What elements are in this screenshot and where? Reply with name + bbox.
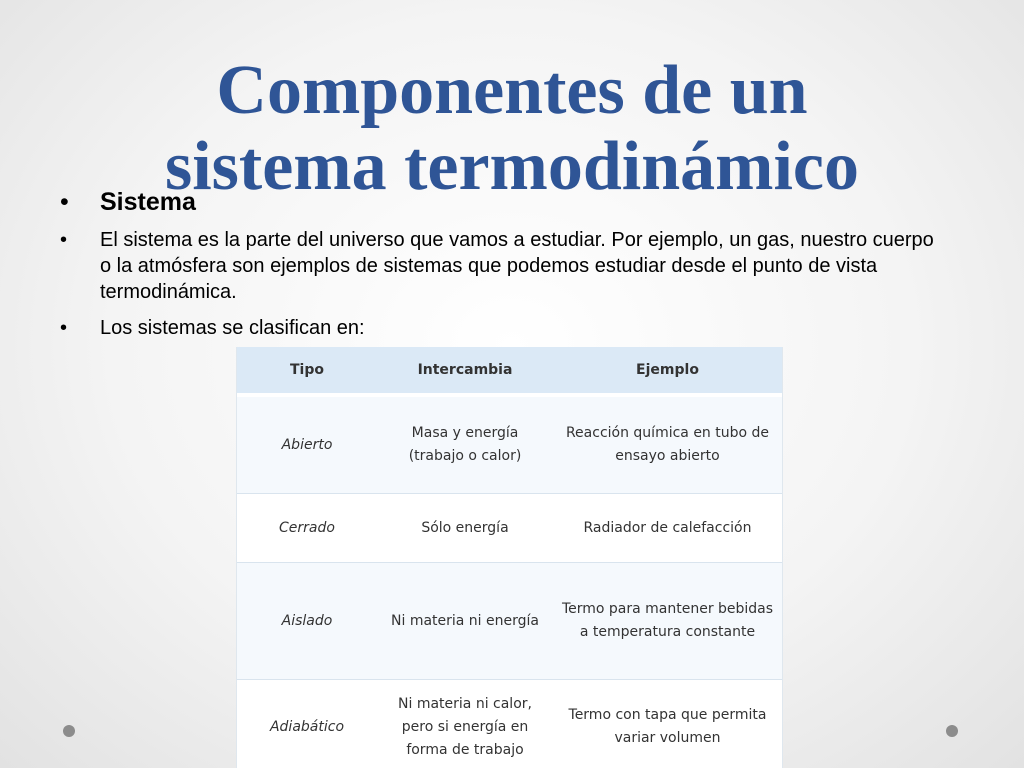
cell-intercambia: Sólo energía (421, 519, 509, 536)
cell-ejemplo: Radiador de calefacción (583, 519, 752, 536)
table-row (237, 563, 782, 680)
slide-title (0, 53, 1024, 205)
bullet-list (60, 186, 940, 349)
cell-ejemplo: Termo con tapa que permita variar volumen (568, 707, 767, 746)
table-header-row (237, 347, 782, 395)
header-intercambia: Intercambia (377, 347, 553, 395)
cell-intercambia: Masa y energía (trabajo o calor) (408, 425, 522, 464)
definition-text: El sistema es la parte del universo que vamos a estudiar. Por ejemplo, un gas, nuestro cuerpo o la atmósfera son ejemplos de sistemas que podemos estudiar desde el punto de vista termodinámica. (100, 229, 934, 303)
cell-tipo: Cerrado (279, 519, 335, 536)
bullet-dot: • (60, 229, 68, 251)
heading-text: Sistema (100, 188, 196, 216)
nav-dot-right-icon (946, 725, 958, 737)
cell-ejemplo: Reacción química en tubo de ensayo abierto (565, 425, 770, 464)
systems-table (237, 347, 782, 768)
title-line-1: Componentes de un (216, 51, 808, 129)
title-line-2: sistema termodinámico (164, 127, 860, 205)
header-ejemplo: Ejemplo (553, 347, 782, 395)
cell-ejemplo: Termo para mantener bebidas a temperatura constante (561, 601, 774, 640)
systems-table-container (236, 347, 783, 768)
cell-intercambia: Ni materia ni energía (391, 612, 539, 629)
bullet-heading (60, 186, 940, 218)
cell-intercambia: Ni materia ni calor, pero si energía en forma de trabajo (398, 695, 532, 758)
nav-dot-left-icon (63, 725, 75, 737)
table-row (237, 680, 782, 768)
table-row (237, 494, 782, 563)
bullet-definition (60, 227, 940, 305)
header-tipo: Tipo (237, 347, 377, 395)
bullet-dot: • (60, 317, 68, 339)
cell-tipo: Abierto (281, 436, 333, 453)
cell-tipo: Adiabático (269, 718, 345, 735)
bullet-classification (60, 315, 940, 341)
classification-text: Los sistemas se clasifican en: (100, 317, 365, 339)
table-row (237, 395, 782, 494)
cell-tipo: Aislado (281, 612, 333, 629)
bullet-dot: • (60, 188, 69, 216)
